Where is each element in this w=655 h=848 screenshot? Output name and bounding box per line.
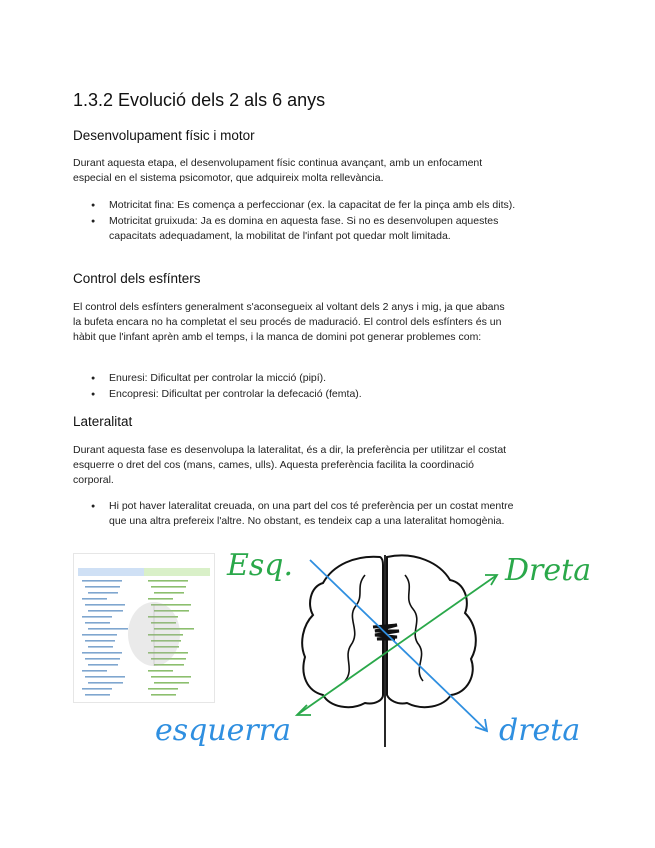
table-row-line <box>154 682 189 684</box>
table-row-line <box>82 670 107 672</box>
table-row-line <box>148 688 178 690</box>
list-item: ● Hi pot haver lateralitat creuada, on una part del cos té preferència per un costat mentre que una altra prefereix l'altre. No obstant, es tendeix cap a una lateralitat homogènia. <box>73 499 518 529</box>
list-item: ● Motricitat fina: Es comença a perfeccionar (ex. la capacitat de fer la pinça amb els dits). <box>73 198 518 213</box>
table-row-line <box>85 640 115 642</box>
table-thumbnail-graphic <box>74 554 214 702</box>
table-row-line <box>82 652 122 654</box>
list-item: ● Motricitat gruixuda: Ja es domina en aquesta fase. Si no es desenvolupen aquestes capacitats adequadament, la mobilitat de l'infant pot quedar molt limitada. <box>73 214 518 244</box>
lateralitat-intro: Durant aquesta fase es desenvolupa la lateralitat, és a dir, la preferència per utilitzar el costat esquerre o dret del cos (mans, cames, ulls). Aquesta preferència facilita la coordinació corporal. <box>73 444 507 486</box>
esfinters-intro: El control dels esfínters generalment s'aconsegueix al voltant dels 2 anys i mig, ja que abans la bufeta encara no ha completat el seu procés de maduració. El control dels esfínters és un hàbit que l'infant aprèn amb el temps, i la manca de domini pot generar problemes com: <box>73 301 505 343</box>
table-row-line <box>85 658 120 660</box>
label-esq: Esq. <box>227 548 294 583</box>
table-row-line <box>151 676 191 678</box>
table-row-line <box>88 664 118 666</box>
table-row-line <box>151 586 186 588</box>
page-title: 1.3.2 Evolució dels 2 als 6 anys <box>73 90 326 110</box>
table-row-line <box>88 610 123 612</box>
table-row-line <box>88 628 128 630</box>
table-row-line <box>148 670 173 672</box>
table-row-line <box>85 622 110 624</box>
table-row-line <box>85 604 125 606</box>
lateralitat-brain-sketch <box>155 535 595 750</box>
table-row-line <box>82 634 117 636</box>
table-row-line <box>154 592 184 594</box>
table-row-line <box>88 592 118 594</box>
section-heading-motor: Desenvolupament físic i motor <box>73 128 255 143</box>
section-heading-lateralitat: Lateralitat <box>73 414 133 429</box>
table-row-line <box>82 616 112 618</box>
esfinters-bullet-list <box>73 371 518 403</box>
table-row-line <box>85 676 125 678</box>
table-row-line <box>82 598 107 600</box>
list-item: ● Encopresi: Dificultat per controlar la defecació (femta). <box>73 387 518 402</box>
lateralitat-bullet-list <box>73 499 518 530</box>
brain-functions-table-image <box>73 553 215 703</box>
label-esquerra: esquerra <box>155 713 291 748</box>
green-cross-arrow <box>297 575 497 715</box>
table-row-line <box>85 586 120 588</box>
table-row-line <box>82 688 112 690</box>
motor-bullet-list <box>73 198 518 245</box>
table-row-line <box>148 580 188 582</box>
table-row-line <box>85 694 110 696</box>
table-row-line <box>151 694 176 696</box>
brain-inner-left <box>345 575 365 681</box>
table-row-line <box>88 682 123 684</box>
corpus-callosum-scribble <box>373 625 399 639</box>
label-dreta-bottom: dreta <box>499 713 581 748</box>
motor-intro: Durant aquesta etapa, el desenvolupament físic continua avançant, amb un enfocament especial en el sistema psicomotor, que adquireix molta rellevància. <box>73 157 483 184</box>
section-heading-esfinters: Control dels esfínters <box>73 271 201 286</box>
table-row-line <box>82 580 122 582</box>
list-item: ● Enuresi: Dificultat per controlar la micció (pipí). <box>73 371 518 386</box>
brain-outline-right <box>387 555 476 707</box>
table-row-line <box>88 646 113 648</box>
table-row-line <box>148 598 173 600</box>
brain-outline-left <box>302 557 383 707</box>
label-dreta-top: Dreta <box>505 553 592 588</box>
